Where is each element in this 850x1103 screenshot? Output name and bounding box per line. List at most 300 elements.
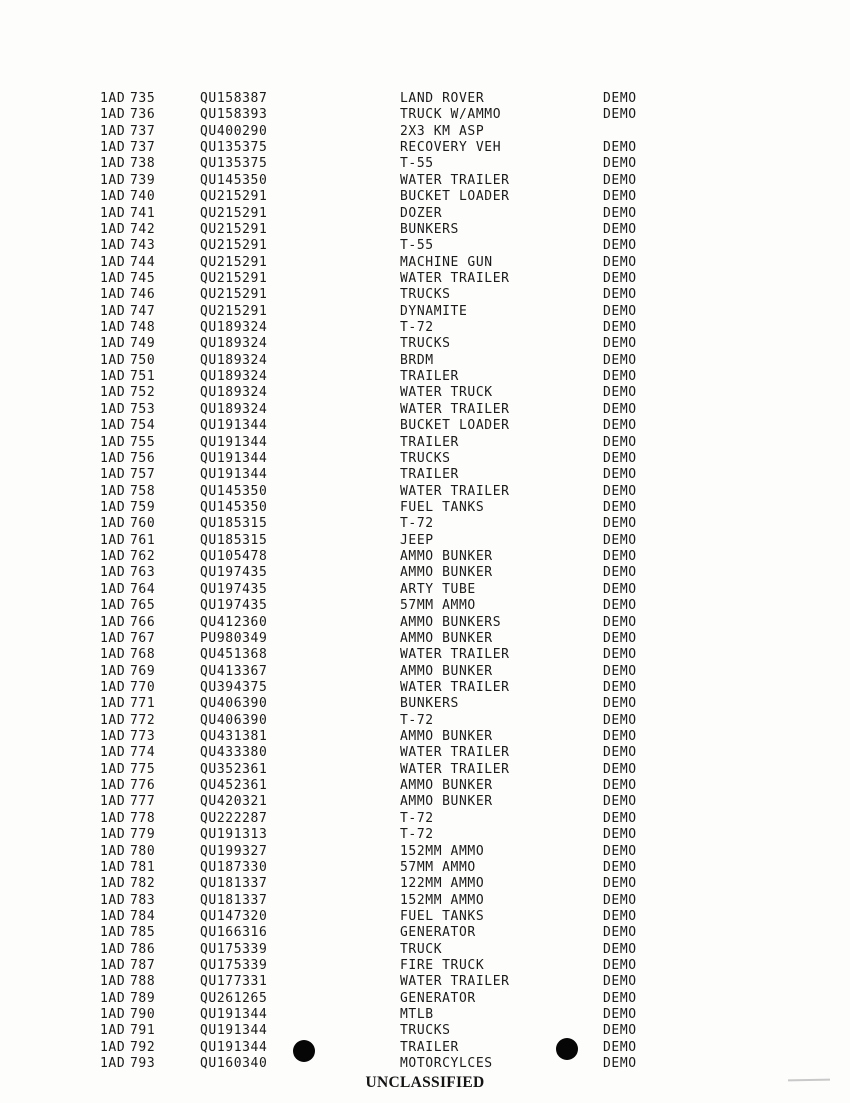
grid-coordinate-cell: QU147320 [200,908,268,924]
table-row [100,974,720,990]
classification-banner: UNCLASSIFIED [365,1074,485,1091]
table-row [100,336,720,352]
grid-coordinate-cell: QU105478 [200,549,268,565]
equipment-cell: WATER TRAILER [400,401,510,417]
table-row [100,173,720,189]
grid-coordinate-cell: QU160340 [200,1056,268,1072]
target-number-cell: 759 [130,499,156,515]
target-number-cell: 776 [130,778,156,794]
unit-cell: 1AD [100,254,126,270]
equipment-cell: WATER TRAILER [400,761,510,777]
status-cell: DEMO [603,1023,637,1039]
unit-cell: 1AD [100,385,126,401]
table-row [100,794,720,810]
unit-cell: 1AD [100,532,126,548]
grid-coordinate-cell: QU451368 [200,647,268,663]
equipment-cell: MOTORCYLCES [400,1056,493,1072]
table-row [100,876,720,892]
status-cell: DEMO [603,778,637,794]
grid-coordinate-cell: QU215291 [200,287,268,303]
table-row [100,484,720,500]
status-cell: DEMO [603,581,637,597]
table-row [100,925,720,941]
target-number-cell: 737 [130,123,156,139]
target-number-cell: 761 [130,532,156,548]
grid-coordinate-cell: QU191344 [200,1007,268,1023]
unit-cell: 1AD [100,974,126,990]
equipment-cell: WATER TRAILER [400,974,510,990]
unit-cell: 1AD [100,1007,126,1023]
table-row [100,778,720,794]
target-number-cell: 790 [130,1007,156,1023]
status-cell: DEMO [603,499,637,515]
status-cell: DEMO [603,990,637,1006]
table-row [100,124,720,140]
equipment-cell: WATER TRAILER [400,483,510,499]
table-row [100,402,720,418]
target-number-cell: 735 [130,91,156,106]
equipment-cell: TRAILER [400,467,459,483]
target-number-cell: 758 [130,483,156,499]
equipment-cell: AMMO BUNKERS [400,614,502,630]
status-cell: DEMO [603,221,637,237]
status-cell: DEMO [603,729,637,745]
status-cell: DEMO [603,418,637,434]
equipment-cell: TRAILER [400,434,459,450]
status-cell: DEMO [603,876,637,892]
grid-coordinate-cell: QU175339 [200,958,268,974]
unit-cell: 1AD [100,827,126,843]
table-row [100,811,720,827]
target-number-cell: 782 [130,876,156,892]
grid-coordinate-cell: QU187330 [200,859,268,875]
target-number-cell: 743 [130,238,156,254]
table-row [100,680,720,696]
table-row [100,533,720,549]
unit-cell: 1AD [100,925,126,941]
status-cell: DEMO [603,598,637,614]
target-number-cell: 775 [130,761,156,777]
equipment-cell: WATER TRAILER [400,679,510,695]
target-number-cell: 749 [130,336,156,352]
unit-cell: 1AD [100,794,126,810]
unit-cell: 1AD [100,516,126,532]
unit-cell: 1AD [100,696,126,712]
equipment-cell: JEEP [400,532,434,548]
target-number-cell: 746 [130,287,156,303]
target-number-cell: 769 [130,663,156,679]
target-number-cell: 777 [130,794,156,810]
equipment-cell: 122MM AMMO [400,876,485,892]
equipment-cell: AMMO BUNKER [400,729,493,745]
equipment-cell: WATER TRAILER [400,745,510,761]
equipment-cell: TRUCKS [400,1023,451,1039]
hole-punch-mark-right [556,1038,578,1060]
table-row [100,107,720,123]
equipment-cell: BUCKET LOADER [400,189,510,205]
grid-coordinate-cell: QU189324 [200,320,268,336]
table-row [100,631,720,647]
status-cell: DEMO [603,679,637,695]
grid-coordinate-cell: QU197435 [200,581,268,597]
status-cell: DEMO [603,336,637,352]
grid-coordinate-cell: QU135375 [200,156,268,172]
target-number-cell: 763 [130,565,156,581]
grid-coordinate-cell: QU215291 [200,303,268,319]
equipment-cell: WATER TRAILER [400,172,510,188]
target-number-cell: 751 [130,369,156,385]
status-cell: DEMO [603,401,637,417]
equipment-cell: TRAILER [400,369,459,385]
unit-cell: 1AD [100,303,126,319]
equipment-cell: WATER TRUCK [400,385,493,401]
grid-coordinate-cell: QU189324 [200,369,268,385]
table-row [100,958,720,974]
status-cell: DEMO [603,941,637,957]
equipment-cell: BRDM [400,352,434,368]
status-cell: DEMO [603,1039,637,1055]
target-number-cell: 764 [130,581,156,597]
target-number-cell: 747 [130,303,156,319]
table-row [100,516,720,532]
equipment-cell: BUCKET LOADER [400,418,510,434]
grid-coordinate-cell: QU145350 [200,172,268,188]
unit-cell: 1AD [100,205,126,221]
equipment-cell: AMMO BUNKER [400,794,493,810]
status-cell: DEMO [603,107,637,123]
unit-cell: 1AD [100,941,126,957]
status-cell: DEMO [603,925,637,941]
grid-coordinate-cell: QU185315 [200,516,268,532]
grid-coordinate-cell: QU215291 [200,189,268,205]
table-row [100,140,720,156]
table-row [100,287,720,303]
equipment-cell: 2X3 KM ASP [400,123,485,139]
status-cell: DEMO [603,647,637,663]
table-row [100,713,720,729]
equipment-cell: T-72 [400,810,434,826]
status-cell: DEMO [603,565,637,581]
target-number-cell: 772 [130,712,156,728]
unit-cell: 1AD [100,712,126,728]
table-row [100,942,720,958]
unit-cell: 1AD [100,418,126,434]
equipment-cell: WATER TRAILER [400,270,510,286]
target-number-cell: 752 [130,385,156,401]
unit-cell: 1AD [100,172,126,188]
table-row [100,500,720,516]
unit-cell: 1AD [100,91,126,106]
status-cell: DEMO [603,172,637,188]
unit-cell: 1AD [100,369,126,385]
equipment-cell: WATER TRAILER [400,647,510,663]
target-number-cell: 766 [130,614,156,630]
table-row [100,615,720,631]
grid-coordinate-cell: QU135375 [200,140,268,156]
equipment-cell: GENERATOR [400,990,476,1006]
equipment-cell: 152MM AMMO [400,843,485,859]
status-cell: DEMO [603,140,637,156]
equipment-cell: FUEL TANKS [400,908,485,924]
equipment-cell: AMMO BUNKER [400,549,493,565]
target-number-cell: 760 [130,516,156,532]
hole-punch-mark-left [293,1040,315,1062]
grid-coordinate-cell: QU177331 [200,974,268,990]
table-row [100,418,720,434]
grid-coordinate-cell: QU412360 [200,614,268,630]
table-row [100,353,720,369]
table-row [100,320,720,336]
grid-coordinate-cell: QU400290 [200,123,268,139]
status-cell: DEMO [603,238,637,254]
unit-cell: 1AD [100,483,126,499]
equipment-cell: ARTY TUBE [400,581,476,597]
unit-cell: 1AD [100,990,126,1006]
target-number-cell: 767 [130,630,156,646]
equipment-cell: TRUCKS [400,450,451,466]
unit-cell: 1AD [100,123,126,139]
equipment-cell: T-72 [400,827,434,843]
table-row [100,1007,720,1023]
unit-cell: 1AD [100,729,126,745]
unit-cell: 1AD [100,352,126,368]
table-row [100,1056,720,1072]
target-number-cell: 754 [130,418,156,434]
equipment-cell: 152MM AMMO [400,892,485,908]
grid-coordinate-cell: QU215291 [200,270,268,286]
unit-cell: 1AD [100,467,126,483]
unit-cell: 1AD [100,876,126,892]
table-row [100,909,720,925]
status-cell: DEMO [603,614,637,630]
grid-coordinate-cell: QU433380 [200,745,268,761]
table-row [100,729,720,745]
unit-cell: 1AD [100,810,126,826]
table-row [100,435,720,451]
table-row [100,827,720,843]
equipment-cell: DOZER [400,205,443,221]
status-cell: DEMO [603,483,637,499]
status-cell: DEMO [603,205,637,221]
unit-cell: 1AD [100,581,126,597]
target-number-cell: 762 [130,549,156,565]
status-cell: DEMO [603,532,637,548]
unit-cell: 1AD [100,1056,126,1072]
target-number-cell: 740 [130,189,156,205]
table-row [100,238,720,254]
unit-cell: 1AD [100,499,126,515]
equipment-cell: AMMO BUNKER [400,663,493,679]
target-number-cell: 778 [130,810,156,826]
grid-coordinate-cell: QU175339 [200,941,268,957]
unit-cell: 1AD [100,859,126,875]
status-cell: DEMO [603,810,637,826]
grid-coordinate-cell: QU191344 [200,450,268,466]
unit-cell: 1AD [100,843,126,859]
equipment-cell: TRUCKS [400,336,451,352]
table-row [100,206,720,222]
grid-coordinate-cell: QU145350 [200,499,268,515]
grid-coordinate-cell: QU406390 [200,712,268,728]
grid-coordinate-cell: QU215291 [200,205,268,221]
status-cell: DEMO [603,516,637,532]
status-cell: DEMO [603,434,637,450]
target-number-cell: 785 [130,925,156,941]
status-cell: DEMO [603,369,637,385]
grid-coordinate-cell: QU199327 [200,843,268,859]
target-number-cell: 788 [130,974,156,990]
table-row [100,255,720,271]
status-cell: DEMO [603,352,637,368]
grid-coordinate-cell: QU191344 [200,467,268,483]
unit-cell: 1AD [100,336,126,352]
target-number-cell: 768 [130,647,156,663]
unit-cell: 1AD [100,679,126,695]
unit-cell: 1AD [100,908,126,924]
status-cell: DEMO [603,287,637,303]
table-row [100,860,720,876]
grid-coordinate-cell: QU158387 [200,91,268,106]
table-row [100,91,720,107]
unit-cell: 1AD [100,287,126,303]
target-number-cell: 742 [130,221,156,237]
equipment-cell: T-55 [400,238,434,254]
grid-coordinate-cell: QU189324 [200,385,268,401]
unit-cell: 1AD [100,745,126,761]
grid-coordinate-cell: QU413367 [200,663,268,679]
target-number-cell: 773 [130,729,156,745]
status-cell: DEMO [603,450,637,466]
status-cell: DEMO [603,794,637,810]
table-row [100,1023,720,1039]
target-number-cell: 756 [130,450,156,466]
unit-cell: 1AD [100,614,126,630]
table-row [100,664,720,680]
table-row [100,451,720,467]
grid-coordinate-cell: QU181337 [200,892,268,908]
grid-coordinate-cell: QU189324 [200,352,268,368]
status-cell: DEMO [603,712,637,728]
target-number-cell: 770 [130,679,156,695]
target-number-cell: 791 [130,1023,156,1039]
grid-coordinate-cell: QU189324 [200,401,268,417]
table-row [100,549,720,565]
table-row [100,844,720,860]
table-row [100,598,720,614]
grid-coordinate-cell: QU191313 [200,827,268,843]
status-cell: DEMO [603,663,637,679]
target-number-cell: 787 [130,958,156,974]
table-row [100,156,720,172]
unit-cell: 1AD [100,565,126,581]
table-row [100,385,720,401]
target-number-cell: 780 [130,843,156,859]
equipment-cell: TRUCK [400,941,443,957]
grid-coordinate-cell: PU980349 [200,630,268,646]
target-number-cell: 757 [130,467,156,483]
equipment-cell: T-55 [400,156,434,172]
unit-cell: 1AD [100,549,126,565]
target-number-cell: 784 [130,908,156,924]
status-cell: DEMO [603,320,637,336]
status-cell: DEMO [603,91,637,106]
target-number-cell: 748 [130,320,156,336]
equipment-cell: AMMO BUNKER [400,565,493,581]
grid-coordinate-cell: QU158393 [200,107,268,123]
equipment-cell: GENERATOR [400,925,476,941]
status-cell: DEMO [603,156,637,172]
equipment-cell: AMMO BUNKER [400,778,493,794]
grid-coordinate-cell: QU185315 [200,532,268,548]
grid-coordinate-cell: QU261265 [200,990,268,1006]
unit-cell: 1AD [100,434,126,450]
unit-cell: 1AD [100,630,126,646]
grid-coordinate-cell: QU215291 [200,221,268,237]
unit-cell: 1AD [100,401,126,417]
status-cell: DEMO [603,1056,637,1072]
target-number-cell: 741 [130,205,156,221]
target-number-cell: 774 [130,745,156,761]
equipment-cell: T-72 [400,516,434,532]
equipment-cell: BUNKERS [400,221,459,237]
grid-coordinate-cell: QU222287 [200,810,268,826]
unit-cell: 1AD [100,598,126,614]
status-cell: DEMO [603,761,637,777]
table-row [100,271,720,287]
equipment-cell: LAND ROVER [400,91,485,106]
equipment-cell: 57MM AMMO [400,598,476,614]
status-cell: DEMO [603,189,637,205]
status-cell: DEMO [603,467,637,483]
status-cell: DEMO [603,892,637,908]
equipment-cell: RECOVERY VEH [400,140,502,156]
grid-coordinate-cell: QU166316 [200,925,268,941]
target-number-cell: 736 [130,107,156,123]
table-row [100,304,720,320]
grid-coordinate-cell: QU215291 [200,238,268,254]
grid-coordinate-cell: QU197435 [200,565,268,581]
status-cell: DEMO [603,630,637,646]
status-cell: DEMO [603,385,637,401]
table-row [100,189,720,205]
target-number-cell: 753 [130,401,156,417]
unit-cell: 1AD [100,221,126,237]
status-cell: DEMO [603,974,637,990]
unit-cell: 1AD [100,238,126,254]
table-row [100,222,720,238]
grid-coordinate-cell: QU191344 [200,1039,268,1055]
unit-cell: 1AD [100,450,126,466]
target-number-cell: 793 [130,1056,156,1072]
equipment-cell: 57MM AMMO [400,859,476,875]
unit-cell: 1AD [100,156,126,172]
equipment-cell: MACHINE GUN [400,254,493,270]
table-row [100,991,720,1007]
status-cell: DEMO [603,827,637,843]
target-number-cell: 789 [130,990,156,1006]
unit-cell: 1AD [100,761,126,777]
grid-coordinate-cell: QU452361 [200,778,268,794]
equipment-cell: TRUCK W/AMMO [400,107,502,123]
table-row [100,467,720,483]
equipment-cell: AMMO BUNKER [400,630,493,646]
table-row [100,696,720,712]
table-row [100,647,720,663]
status-cell: DEMO [603,254,637,270]
unit-cell: 1AD [100,663,126,679]
equipment-cell: TRUCKS [400,287,451,303]
unit-cell: 1AD [100,647,126,663]
